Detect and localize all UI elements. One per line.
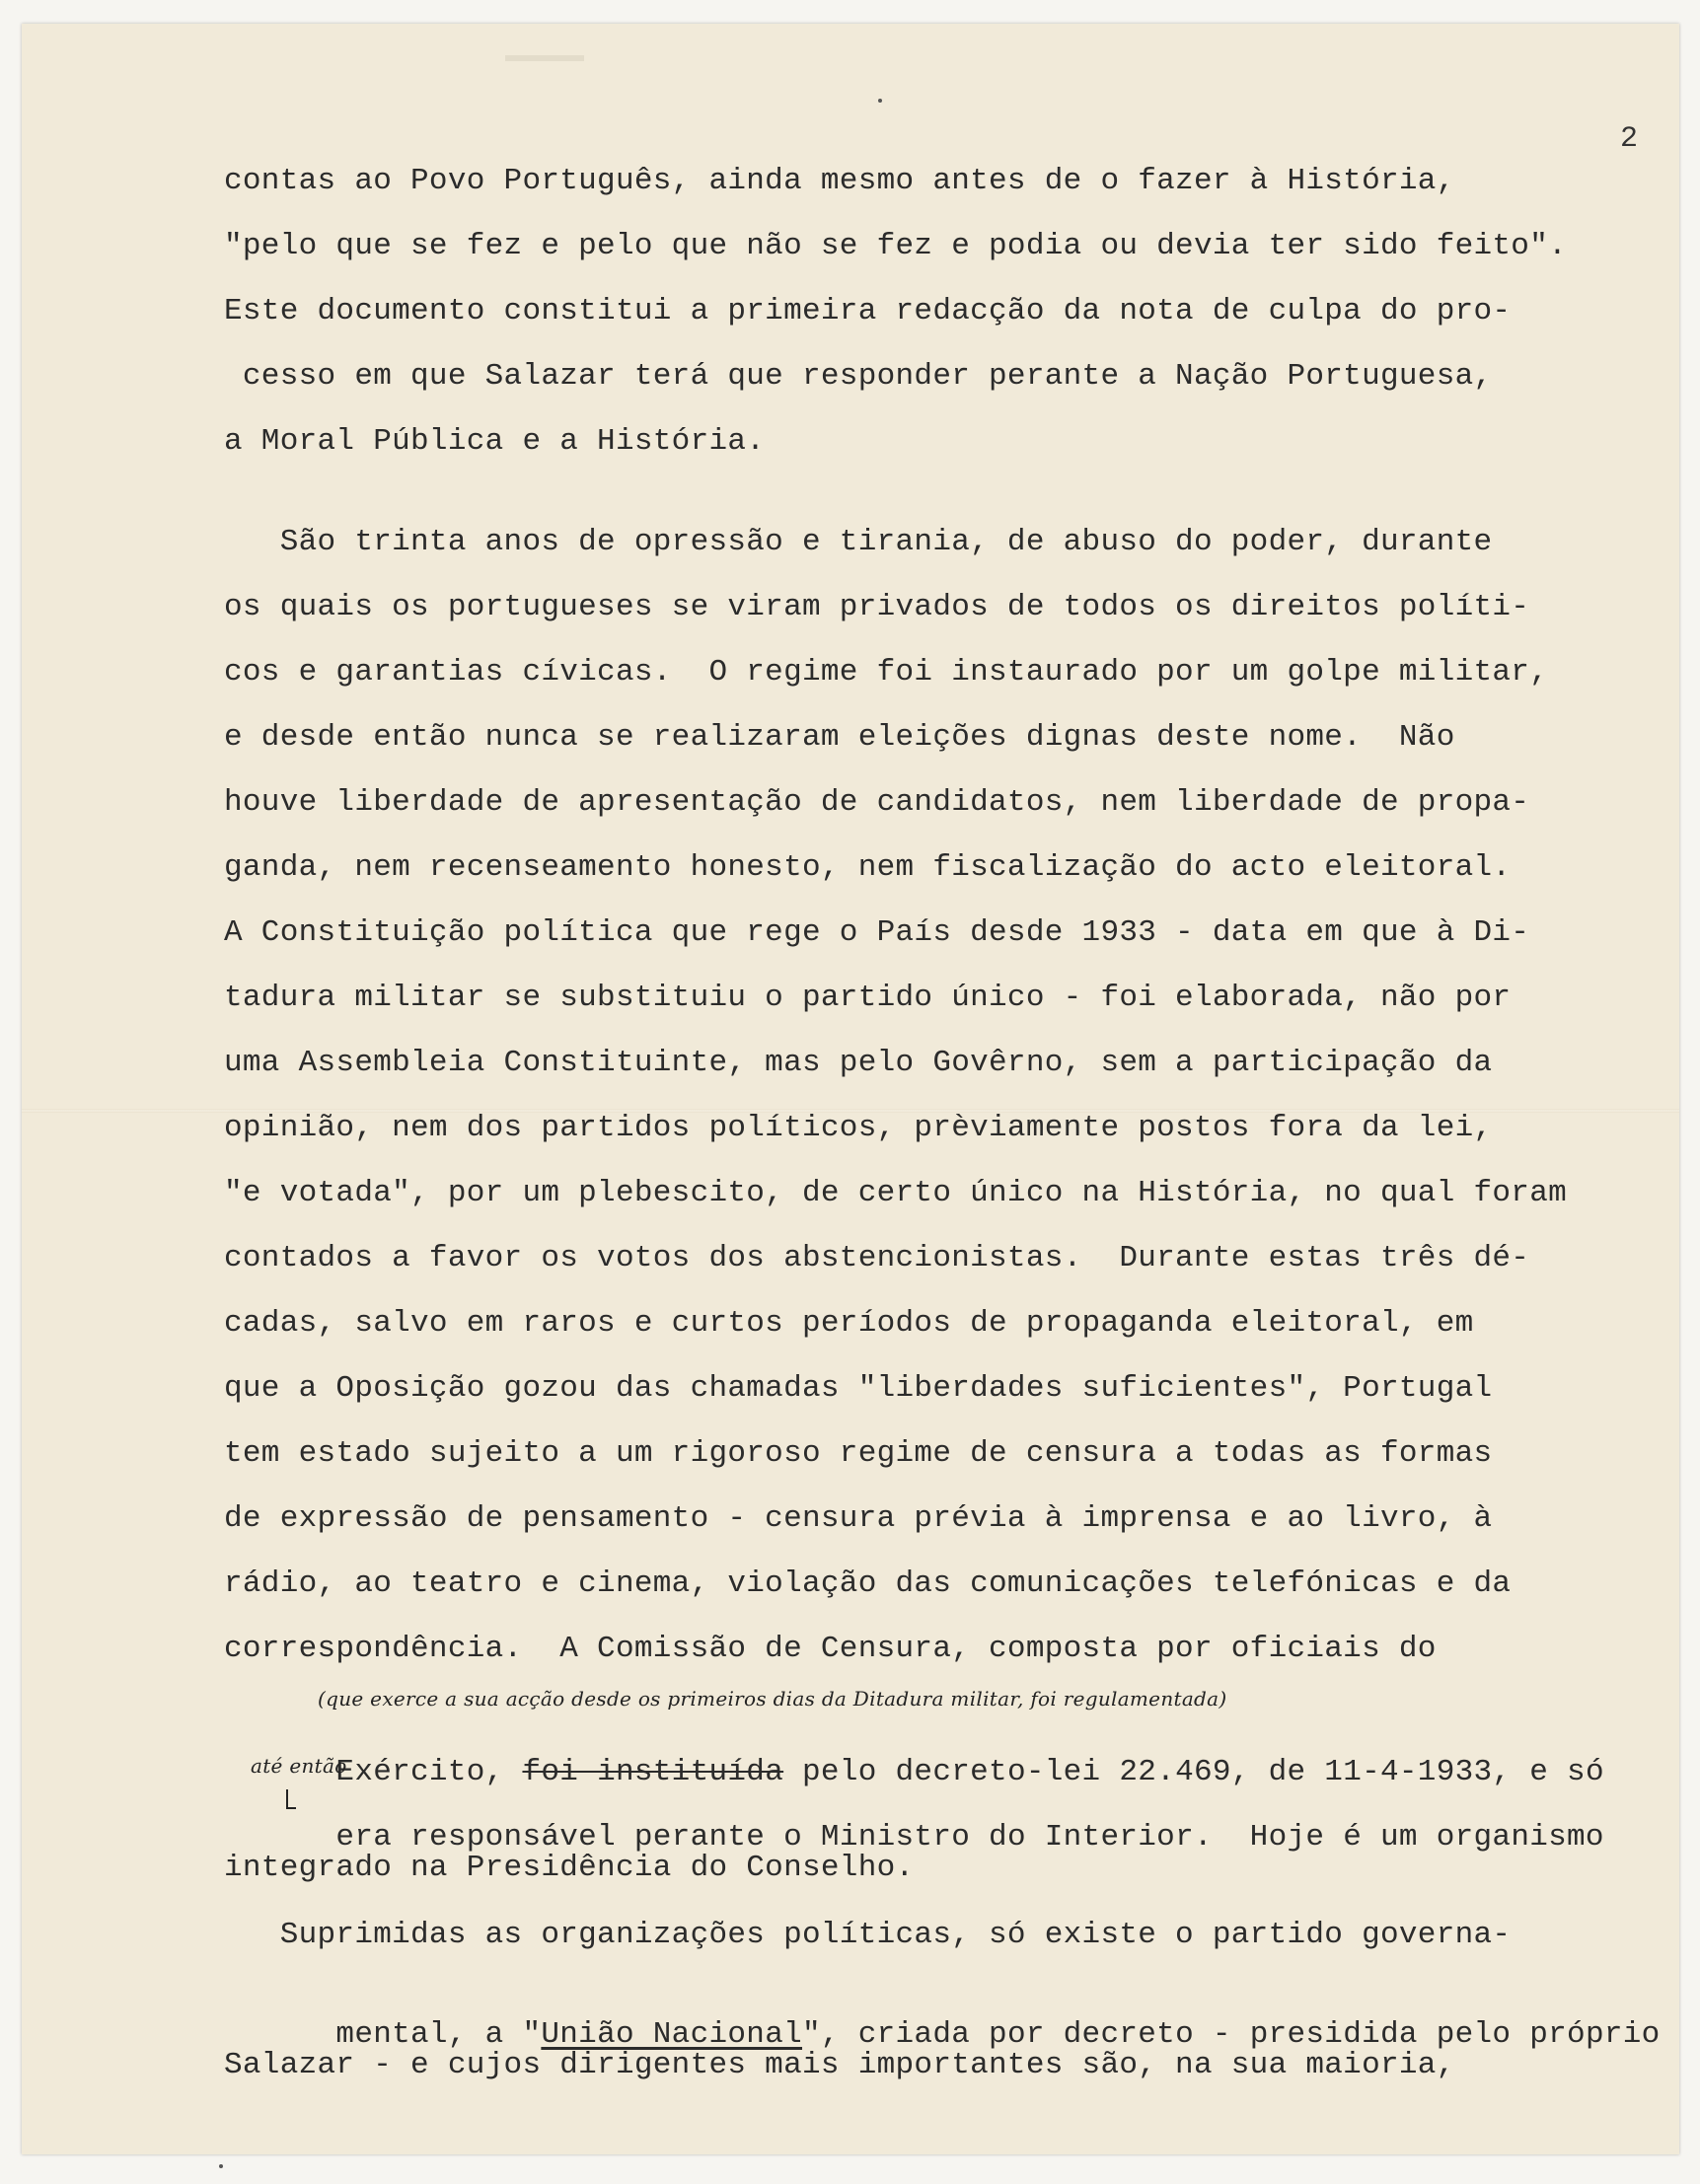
text-line: cadas, salvo em raros e curtos períodos de propaganda eleitoral, em: [224, 1306, 1474, 1341]
text-line: rádio, ao teatro e cinema, violação das comunicações telefónicas e da: [224, 1566, 1512, 1601]
text-line: São trinta anos de opressão e tirania, de abuso do poder, durante: [224, 525, 1493, 559]
handwritten-insertion: (que exerce a sua acção desde os primeiros dias da Ditadura militar, foi regulamentada): [318, 1687, 1227, 1711]
text-line: ganda, nem recenseamento honesto, nem fiscalização do acto eleitoral.: [224, 850, 1512, 885]
text-line: tadura militar se substituiu o partido único - foi elaborada, não por: [224, 981, 1512, 1015]
text-line: uma Assembleia Constituinte, mas pelo Govêrno, sem a participação da: [224, 1046, 1493, 1080]
text-span: mental, a ": [335, 2017, 542, 2052]
paper-smudge: [505, 55, 584, 61]
handwritten-insertion-small: até então: [251, 1754, 347, 1778]
text-line: contas ao Povo Português, ainda mesmo antes de o fazer à História,: [224, 164, 1455, 198]
text-line: integrado na Presidência do Conselho.: [224, 1851, 915, 1885]
text-line: Este documento constitui a primeira redacção da nota de culpa do pro-: [224, 294, 1512, 328]
text-line: opinião, nem dos partidos políticos, prèviamente postos fora da lei,: [224, 1111, 1493, 1145]
text-line: houve liberdade de apresentação de candidatos, nem liberdade de propa-: [224, 785, 1530, 820]
page-number: 2: [1620, 122, 1639, 156]
text-line: correspondência. A Comissão de Censura, composta por oficiais do: [224, 1632, 1437, 1666]
text-line: a Moral Pública e a História.: [224, 424, 766, 459]
text-line: e desde então nunca se realizaram eleições dignas deste nome. Não: [224, 720, 1455, 755]
text-span: pelo decreto-lei 22.469, de 11-4-1933, e só: [783, 1755, 1604, 1789]
text-line: tem estado sujeito a um rigoroso regime de censura a todas as formas: [224, 1436, 1493, 1471]
paper-speck: [878, 99, 882, 103]
text-line: cesso em que Salazar terá que responder perante a Nação Portuguesa,: [224, 359, 1493, 394]
text-line: "pelo que se fez e pelo que não se fez e podia ou devia ter sido feito".: [224, 229, 1568, 263]
text-span: era: [335, 1820, 411, 1855]
text-line: A Constituição política que rege o País desde 1933 - data em que à Di-: [224, 915, 1530, 950]
text-span: responsável perante o Ministro do Interior. Hoje é um organismo: [410, 1820, 1604, 1855]
text-line: contados a favor os votos dos abstencionistas. Durante estas três dé-: [224, 1241, 1530, 1275]
text-line: de expressão de pensamento - censura prévia à imprensa e ao livro, à: [224, 1501, 1493, 1536]
text-span: ", criada por decreto - presidida pelo próprio: [802, 2017, 1661, 2052]
paper-speck: [219, 2164, 223, 2168]
text-line: que a Oposição gozou das chamadas "liberdades suficientes", Portugal: [224, 1371, 1493, 1406]
text-span: Exército,: [335, 1755, 523, 1789]
text-line: Suprimidas as organizações políticas, só existe o partido governa-: [224, 1918, 1512, 1952]
text-line: cos e garantias cívicas. O regime foi instaurado por um golpe militar,: [224, 655, 1549, 690]
document-page: [22, 24, 1679, 2154]
text-line: os quais os portugueses se viram privados de todos os direitos políti-: [224, 590, 1530, 624]
underlined-text: União Nacional: [541, 2017, 803, 2052]
text-line: Salazar - e cujos dirigentes mais importantes são, na sua maioria,: [224, 2048, 1455, 2082]
text-line: "e votada", por um plebescito, de certo único na História, no qual foram: [224, 1176, 1568, 1210]
struck-text: foi instituída: [522, 1755, 784, 1789]
